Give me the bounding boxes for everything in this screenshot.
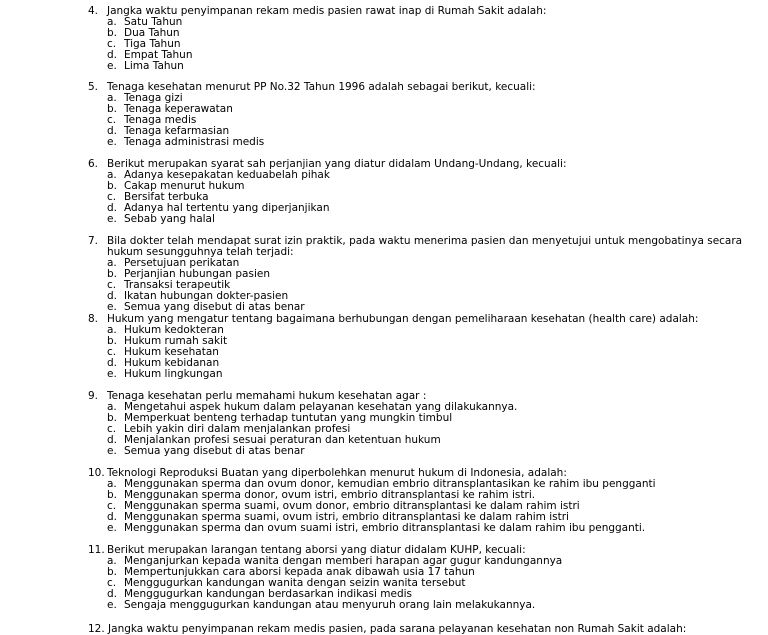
option-letter: e. xyxy=(107,60,117,72)
question-number: 6. xyxy=(88,158,99,170)
option-b xyxy=(107,104,758,115)
option-letter: b. xyxy=(107,412,118,424)
question-10 xyxy=(88,468,758,534)
option-letter: b. xyxy=(107,489,118,501)
option-text: Menggunakan sperma suami, ovum istri, embrio ditransplantasi ke dalam rahim istri xyxy=(124,511,569,523)
option-text: Satu Tahun xyxy=(124,16,183,28)
option-text: Menggugurkan kandungan berdasarkan indikasi medis xyxy=(124,588,413,600)
option-text: Empat Tahun xyxy=(124,49,193,61)
option-text: Menggunakan sperma donor, ovum istri, embrio ditransplantasi ke rahim istri. xyxy=(124,489,536,501)
question-number: 4. xyxy=(88,5,99,17)
question-number: 9. xyxy=(88,390,99,402)
question-text: Hukum yang mengatur tentang bagaimana berhubungan dengan pemeliharaan kesehatan (health care) adalah: xyxy=(107,313,699,325)
option-text: Menggunakan sperma suami, ovum donor, embrio ditransplantasi ke dalam rahim istri xyxy=(124,500,580,512)
question-number: 5. xyxy=(88,81,99,93)
option-text: Memperkuat benteng terhadap tuntutan yang mungkin timbul xyxy=(124,412,453,424)
option-text: Lebih yakin diri dalam menjalankan profesi xyxy=(124,423,351,435)
option-text: Adanya kesepakatan keduabelah pihak xyxy=(124,169,330,181)
option-text: Menganjurkan kepada wanita dengan memberi harapan agar gugur kandungannya xyxy=(124,555,563,567)
question-9 xyxy=(88,391,758,457)
option-letter: a. xyxy=(107,169,117,181)
option-c xyxy=(107,39,758,50)
option-letter: b. xyxy=(107,566,118,578)
question-number: 8. xyxy=(88,313,99,325)
option-text: Ikatan hubungan dokter-pasien xyxy=(124,290,289,302)
option-letter: c. xyxy=(107,114,117,126)
option-letter: d. xyxy=(107,434,118,446)
option-b xyxy=(107,28,758,39)
option-letter: d. xyxy=(107,511,118,523)
option-letter: c. xyxy=(107,500,117,512)
option-text: Cakap menurut hukum xyxy=(124,180,245,192)
option-letter: d. xyxy=(107,125,118,137)
question-8 xyxy=(88,314,758,380)
option-text: Tenaga kefarmasian xyxy=(124,125,230,137)
option-letter: a. xyxy=(107,16,117,28)
option-letter: d. xyxy=(107,202,118,214)
option-text: Tenaga gizi xyxy=(124,92,183,104)
question-6 xyxy=(88,159,758,225)
question-text: Tenaga kesehatan perlu memahami hukum kesehatan agar : xyxy=(107,390,427,402)
option-text: Mempertunjukkan cara aborsi kepada anak dibawah usia 17 tahun xyxy=(124,566,475,578)
option-letter: a. xyxy=(107,478,117,490)
option-letter: a. xyxy=(107,92,117,104)
option-letter: b. xyxy=(107,103,118,115)
option-text: Hukum lingkungan xyxy=(124,368,223,380)
question-number: 11. xyxy=(88,544,105,556)
option-letter: e. xyxy=(107,368,117,380)
option-text: Tenaga keperawatan xyxy=(124,103,233,115)
option-letter: d. xyxy=(107,290,118,302)
option-letter: c. xyxy=(107,279,117,291)
question-text: Jangka waktu penyimpanan rekam medis pasien rawat inap di Rumah Sakit adalah: xyxy=(107,5,547,17)
question-text: Berikut merupakan syarat sah perjanjian yang diatur didalam Undang-Undang, kecuali: xyxy=(107,158,567,170)
option-text: Menggunakan sperma dan ovum donor, kemudian embrio ditransplantasikan ke rahim ibu pengganti xyxy=(124,478,656,490)
option-letter: e. xyxy=(107,136,117,148)
option-text: Hukum kesehatan xyxy=(124,346,219,358)
option-text: Semua yang disebut di atas benar xyxy=(124,301,305,313)
option-letter: e. xyxy=(107,522,117,534)
option-letter: c. xyxy=(107,38,117,50)
option-text: Sebab yang halal xyxy=(124,213,215,225)
option-e xyxy=(107,369,758,380)
question-7 xyxy=(88,236,758,313)
option-e xyxy=(107,446,758,457)
option-text: Bersifat terbuka xyxy=(124,191,209,203)
option-e xyxy=(107,302,758,313)
option-a xyxy=(107,17,758,28)
option-letter: b. xyxy=(107,27,118,39)
option-letter: d. xyxy=(107,588,118,600)
option-text: Transaksi terapeutik xyxy=(124,279,231,291)
question-text: Bila dokter telah mendapat surat izin praktik, pada waktu menerima pasien dan menyetujui untuk mengobatinya secara hukum sesungguhnya telah terjadi: xyxy=(107,235,743,258)
option-letter: b. xyxy=(107,268,118,280)
option-text: Lima Tahun xyxy=(124,60,184,72)
option-letter: b. xyxy=(107,180,118,192)
question-5 xyxy=(88,82,758,148)
option-letter: a. xyxy=(107,401,117,413)
option-text: Hukum kebidanan xyxy=(124,357,220,369)
option-e xyxy=(107,61,758,72)
option-text: Sengaja menggugurkan kandungan atau menyuruh orang lain melakukannya. xyxy=(124,599,536,611)
option-letter: a. xyxy=(107,257,117,269)
question-text: Teknologi Reproduksi Buatan yang diperbolehkan menurut hukum di Indonesia, adalah: xyxy=(107,467,567,479)
question-number: 7. xyxy=(88,235,99,247)
option-text: Menggugurkan kandungan wanita dengan seizin wanita tersebut xyxy=(124,577,466,589)
option-text: Semua yang disebut di atas benar xyxy=(124,445,305,457)
option-e xyxy=(107,137,758,148)
option-text: Persetujuan perikatan xyxy=(124,257,240,269)
option-text: Tenaga administrasi medis xyxy=(124,136,265,148)
option-letter: e. xyxy=(107,599,117,611)
option-text: Tiga Tahun xyxy=(124,38,181,50)
option-text: Hukum rumah sakit xyxy=(124,335,228,347)
question-text: Berikut merupakan larangan tentang aborsi yang diatur didalam KUHP, kecuali: xyxy=(107,544,526,556)
option-letter: c. xyxy=(107,423,117,435)
option-e xyxy=(107,523,758,534)
option-letter: c. xyxy=(107,191,117,203)
option-letter: c. xyxy=(107,577,117,589)
question-11 xyxy=(88,545,758,611)
option-letter: e. xyxy=(107,301,117,313)
option-text: Perjanjian hubungan pasien xyxy=(124,268,270,280)
option-text: Menggunakan sperma dan ovum suami istri, embrio ditransplantasi ke dalam rahim ibu pengganti. xyxy=(124,522,646,534)
option-letter: a. xyxy=(107,324,117,336)
option-letter: e. xyxy=(107,445,117,457)
option-letter: d. xyxy=(107,357,118,369)
option-text: Tenaga medis xyxy=(124,114,197,126)
option-e xyxy=(107,600,758,611)
option-d xyxy=(107,50,758,61)
question-12-partial: 12. Jangka waktu penyimpanan rekam medis pasien, pada sarana pelayanan kesehatan non Rumah Sakit adalah: xyxy=(88,623,687,635)
option-letter: b. xyxy=(107,335,118,347)
option-letter: c. xyxy=(107,346,117,358)
option-letter: a. xyxy=(107,555,117,567)
option-e xyxy=(107,214,758,225)
option-text: Dua Tahun xyxy=(124,27,180,39)
question-4 xyxy=(88,6,758,72)
option-letter: d. xyxy=(107,49,118,61)
question-number: 10. xyxy=(88,467,105,479)
question-text: Tenaga kesehatan menurut PP No.32 Tahun 1996 adalah sebagai berikut, kecuali: xyxy=(107,81,536,93)
option-text: Menjalankan profesi sesuai peraturan dan ketentuan hukum xyxy=(124,434,441,446)
option-text: Adanya hal tertentu yang diperjanjikan xyxy=(124,202,330,214)
option-letter: e. xyxy=(107,213,117,225)
option-text: Hukum kedokteran xyxy=(124,324,224,336)
option-text: Mengetahui aspek hukum dalam pelayanan kesehatan yang dilakukannya. xyxy=(124,401,518,413)
